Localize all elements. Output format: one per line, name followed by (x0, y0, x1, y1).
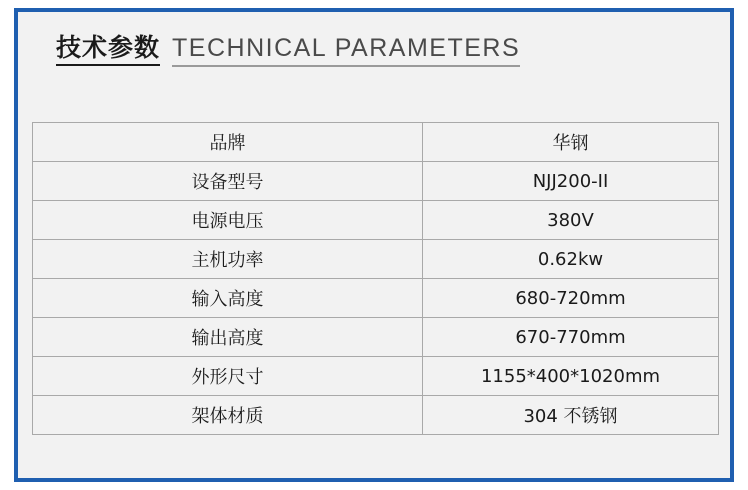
spec-value: 304 不锈钢 (423, 396, 719, 435)
spec-value: 0.62kw (423, 240, 719, 279)
spec-value: 670-770mm (423, 318, 719, 357)
table-row (33, 318, 719, 357)
spec-label: 输出高度 (33, 318, 423, 357)
spec-label: 主机功率 (33, 240, 423, 279)
page-title-chinese: 技术参数 (56, 34, 160, 66)
table-row (33, 396, 719, 435)
spec-label: 外形尺寸 (33, 357, 423, 396)
table-row (33, 201, 719, 240)
spec-value: 380V (423, 201, 719, 240)
table-row (33, 240, 719, 279)
spec-label: 架体材质 (33, 396, 423, 435)
blue-border-frame (14, 8, 734, 482)
specifications-table-body (33, 123, 719, 435)
spec-value: 680-720mm (423, 279, 719, 318)
page-title-english: TECHNICAL PARAMETERS (172, 35, 520, 67)
spec-value: 1155*400*1020mm (423, 357, 719, 396)
spec-label: 电源电压 (33, 201, 423, 240)
specifications-table (32, 122, 719, 435)
table-row (33, 357, 719, 396)
page-title (56, 34, 520, 67)
spec-label: 设备型号 (33, 162, 423, 201)
table-row (33, 123, 719, 162)
spec-value: 华钢 (423, 123, 719, 162)
spec-label: 输入高度 (33, 279, 423, 318)
spec-value: NJJ200-II (423, 162, 719, 201)
content-panel (18, 12, 730, 478)
table-row (33, 279, 719, 318)
spec-label: 品牌 (33, 123, 423, 162)
table-row (33, 162, 719, 201)
